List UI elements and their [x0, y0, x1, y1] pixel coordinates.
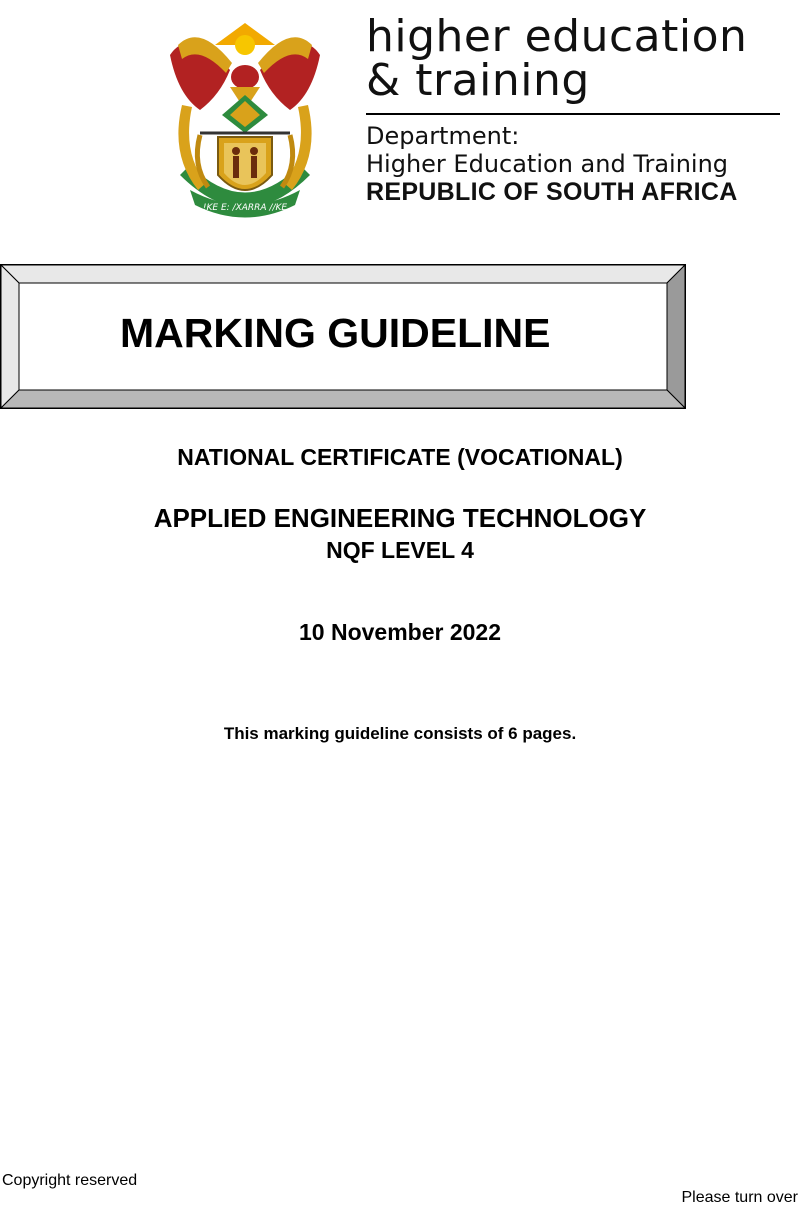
emblem-motto: !KE E: /XARRA //KE	[202, 203, 288, 213]
department-label: Department:	[366, 122, 520, 150]
brand-line-2: & training	[366, 55, 590, 106]
country-name: REPUBLIC OF SOUTH AFRICA	[366, 178, 738, 206]
brand-divider	[366, 113, 780, 115]
certificate-name: NATIONAL CERTIFICATE (VOCATIONAL)	[177, 444, 623, 470]
exam-date: 10 November 2022	[298, 619, 501, 645]
brand-line-1: higher education	[366, 11, 748, 62]
subject-name: APPLIED ENGINEERING TECHNOLOGY	[153, 503, 647, 533]
nqf-level: NQF LEVEL 4	[326, 537, 474, 563]
coat-of-arms-icon	[160, 15, 330, 225]
page-count-note: This marking guideline consists of 6 pages.	[223, 724, 577, 743]
turn-over-notice: Please turn over	[681, 1189, 798, 1206]
department-name: Higher Education and Training	[366, 150, 729, 178]
document-title: MARKING GUIDELINE	[120, 310, 551, 356]
copyright-notice: Copyright reserved	[2, 1172, 138, 1189]
